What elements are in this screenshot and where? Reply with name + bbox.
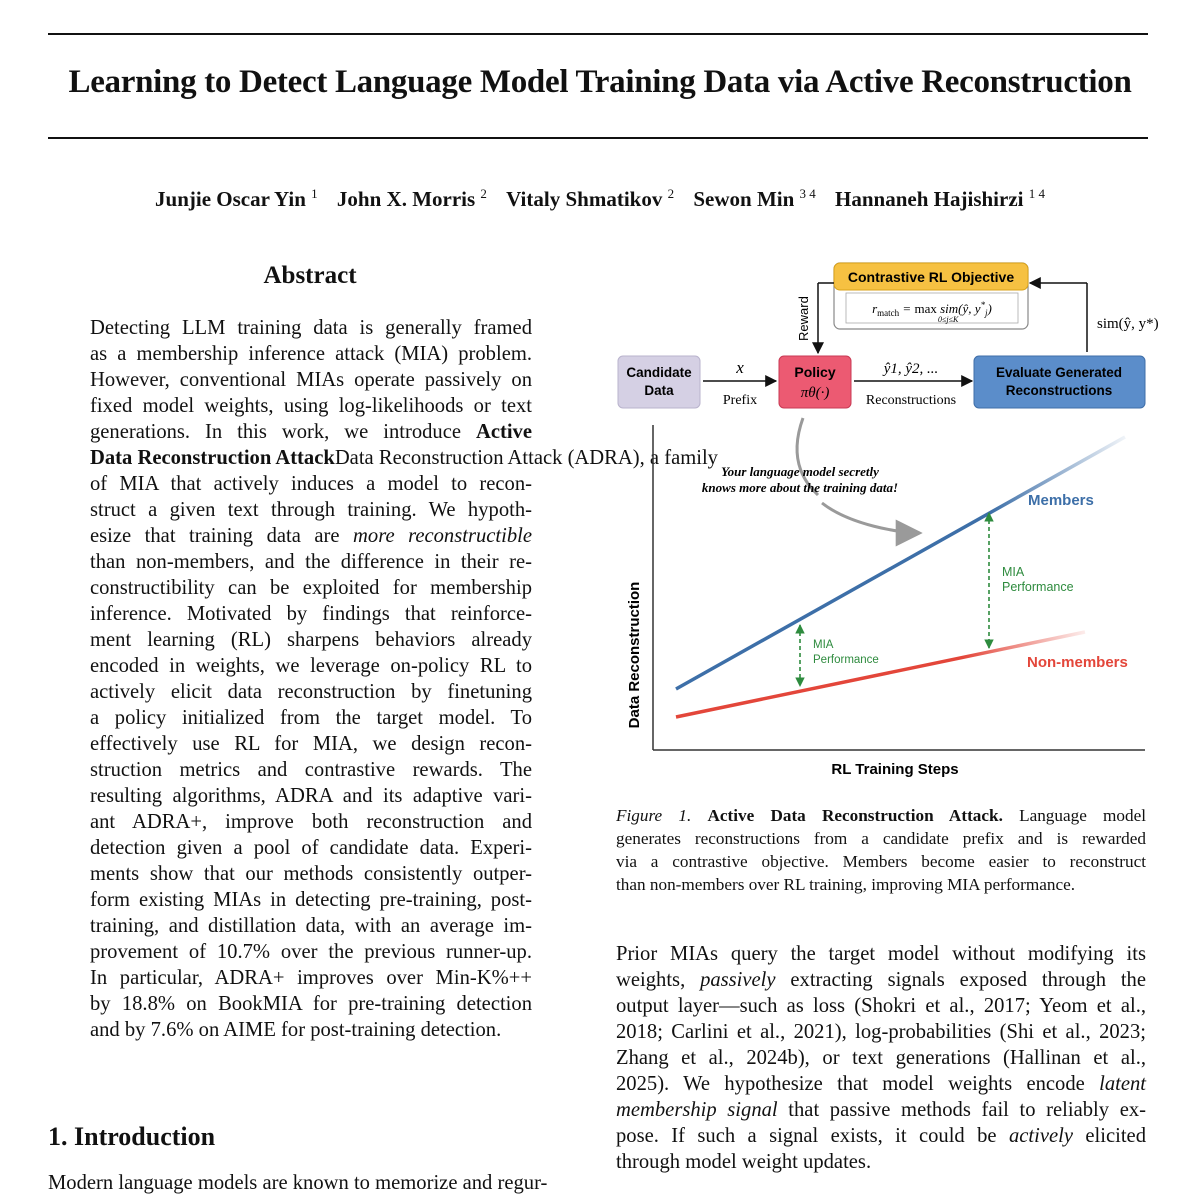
- abstract-line: Data Reconstruction AttackData Reconstruction Attack (ADRA), a family: [90, 447, 718, 469]
- author: Junjie Oscar Yin $^1$: [155, 186, 318, 211]
- svg-text:Performance: Performance: [1002, 580, 1074, 594]
- top-rule: [48, 33, 1148, 35]
- paragraph-line: membership signal that passive methods fail to reliably ex-: [616, 1099, 1147, 1121]
- paragraph-line: Zhang et al., 2024b), or text generations (Hallinan et al.,: [616, 1047, 1146, 1069]
- abstract-line: than non-members, and the difference in their re-: [90, 551, 532, 573]
- abstract-line: constructibility can be exploited for membership: [90, 577, 532, 599]
- abstract-line: encoded in weights, we leverage on-policy RL to: [90, 655, 532, 677]
- abstract-line: actively elicit data reconstruction by finetuning: [90, 681, 532, 703]
- abstract-line: provement of 10.7% over the previous runner-up.: [90, 941, 532, 963]
- abstract-line: detection given a pool of candidate data. Experi-: [90, 837, 532, 859]
- paragraph-line: weights, passively extracting signals exposed through the: [616, 969, 1146, 991]
- abstract-line: a policy initialized from the target model. To: [90, 707, 532, 729]
- intro-paragraph-line: Modern language models are known to memorize and regur-: [48, 1172, 548, 1194]
- non-members-line: [676, 632, 1085, 717]
- objective-title: Contrastive RL Objective: [847, 269, 1015, 285]
- svg-text:Reconstructions: Reconstructions: [1005, 383, 1113, 398]
- abstract-line: by 18.8% on BookMIA for pre-training detection: [90, 993, 532, 1015]
- contrastive-objective-box: [834, 263, 1028, 329]
- svg-text:Data: Data: [644, 383, 674, 398]
- svg-text:Evaluate Generated: Evaluate Generated: [995, 365, 1123, 380]
- caption-line: than non-members over RL training, improving MIA performance.: [616, 875, 1076, 894]
- title-bottom-rule: [48, 137, 1148, 139]
- abstract-line: However, conventional MIAs operate passively on: [90, 369, 532, 391]
- svg-text:Candidate: Candidate: [626, 365, 692, 380]
- svg-text:MIA: MIA: [1002, 565, 1025, 579]
- y-hat-label: ŷ1, ŷ2, ...: [883, 361, 939, 377]
- abstract-line: struct a given text through training. We hypoth-: [90, 499, 532, 521]
- y-axis-label: Data Reconstruction: [626, 581, 643, 729]
- svg-text:MIA: MIA: [813, 639, 834, 651]
- abstract-line: as a membership inference attack (MIA) problem.: [90, 343, 532, 365]
- paragraph-line: through model weight updates.: [616, 1151, 872, 1173]
- author-list: [0, 186, 1200, 212]
- members-label: Members: [1028, 492, 1094, 509]
- svg-text:Policy: Policy: [794, 364, 836, 380]
- reward-label: Reward: [796, 296, 811, 341]
- abstract-line: fixed model weights, using log-likelihoods or text: [90, 395, 532, 417]
- abstract-line: of MIA that actively induces a model to recon-: [90, 473, 532, 495]
- author: John X. Morris $^2$: [336, 186, 487, 211]
- abstract-line: training, and distillation data, with an average im-: [90, 915, 532, 937]
- caption-line: Figure 1. Active Data Reconstruction Attack. Language model: [616, 806, 1147, 825]
- formula-subscript: 0≤j≤K: [938, 315, 959, 324]
- abstract-line: struction metrics and contrastive rewards. The: [90, 759, 532, 781]
- abstract-line: In particular, ADRA+ improves over Min-K%++: [90, 967, 532, 989]
- abstract-line: Detecting LLM training data is generally framed: [90, 317, 532, 339]
- svg-text:Performance: Performance: [813, 654, 879, 666]
- prefix-label: Prefix: [722, 393, 758, 408]
- abstract-line: and by 7.6% on AIME for post-training detection.: [90, 1019, 502, 1041]
- abstract-line: ant ADRA+, improve both reconstruction and: [90, 811, 532, 833]
- abstract-line: form existing MIAs in detecting pre-training, post-: [90, 889, 532, 911]
- policy-box: [779, 356, 851, 408]
- abstract-line: ment learning (RL) sharpens behaviors already: [90, 629, 532, 651]
- abstract-line: generations. In this work, we introduce Active: [90, 421, 532, 443]
- figure-1-diagram: [600, 255, 1159, 785]
- paragraph-line: output layer—such as loss (Shokri et al., 2017; Yeom et al.,: [616, 995, 1146, 1017]
- paragraph-line: 2025). We hypothesize that model weights encode latent: [616, 1073, 1146, 1095]
- sim-label: sim(ŷ, y*): [1097, 316, 1159, 332]
- paragraph-line: pose. If such a signal exists, it could be actively elicited: [616, 1125, 1146, 1147]
- abstract-line: inference. Motivated by findings that reinforce-: [90, 603, 532, 625]
- paragraph-line: Prior MIAs query the target model without modifying its: [616, 943, 1146, 965]
- svg-text:πθ(·): πθ(·): [800, 385, 830, 401]
- author: Vitaly Shmatikov $^2$: [506, 186, 675, 211]
- abstract-heading: Abstract: [263, 262, 357, 289]
- paragraph-line: 2018; Carlini et al., 2021), log-probabilities (Shi et al., 2023;: [616, 1021, 1146, 1043]
- reconstructions-label: Reconstructions: [865, 393, 957, 408]
- caption-line: generates reconstructions from a candidate prefix and is rewarded: [616, 829, 1146, 848]
- reward-formula: $r_{match} = \max$ sim(ŷ, $y^*_j$): [872, 300, 992, 318]
- annotation-line-1: Your language model secretly: [721, 464, 879, 479]
- evaluate-box: [974, 356, 1145, 408]
- section-heading-introduction: 1. Introduction: [48, 1122, 216, 1151]
- abstract-line: ments show that our methods consistently outper-: [90, 863, 532, 885]
- x-axis-label: RL Training Steps: [831, 761, 959, 778]
- author: Hannaneh Hajishirzi $^{1 4}$: [835, 186, 1045, 211]
- non-members-label: Non-members: [1027, 654, 1128, 671]
- abstract-line: effectively use RL for MIA, we design recon-: [90, 733, 532, 755]
- paper-title: Learning to Detect Language Model Training Data via Active Reconstruction: [68, 64, 1132, 100]
- author: Sewon Min $^{3 4}$: [693, 186, 816, 211]
- caption-line: via a contrastive objective. Members become easier to reconstruct: [616, 852, 1146, 871]
- annotation-line-2: knows more about the training data!: [701, 480, 899, 495]
- abstract-line: resulting algorithms, ADRA and its adaptive vari-: [90, 785, 532, 807]
- x-label: x: [736, 358, 744, 377]
- candidate-data-box: [618, 356, 700, 408]
- abstract-line: esize that training data are more reconstructible: [90, 525, 533, 547]
